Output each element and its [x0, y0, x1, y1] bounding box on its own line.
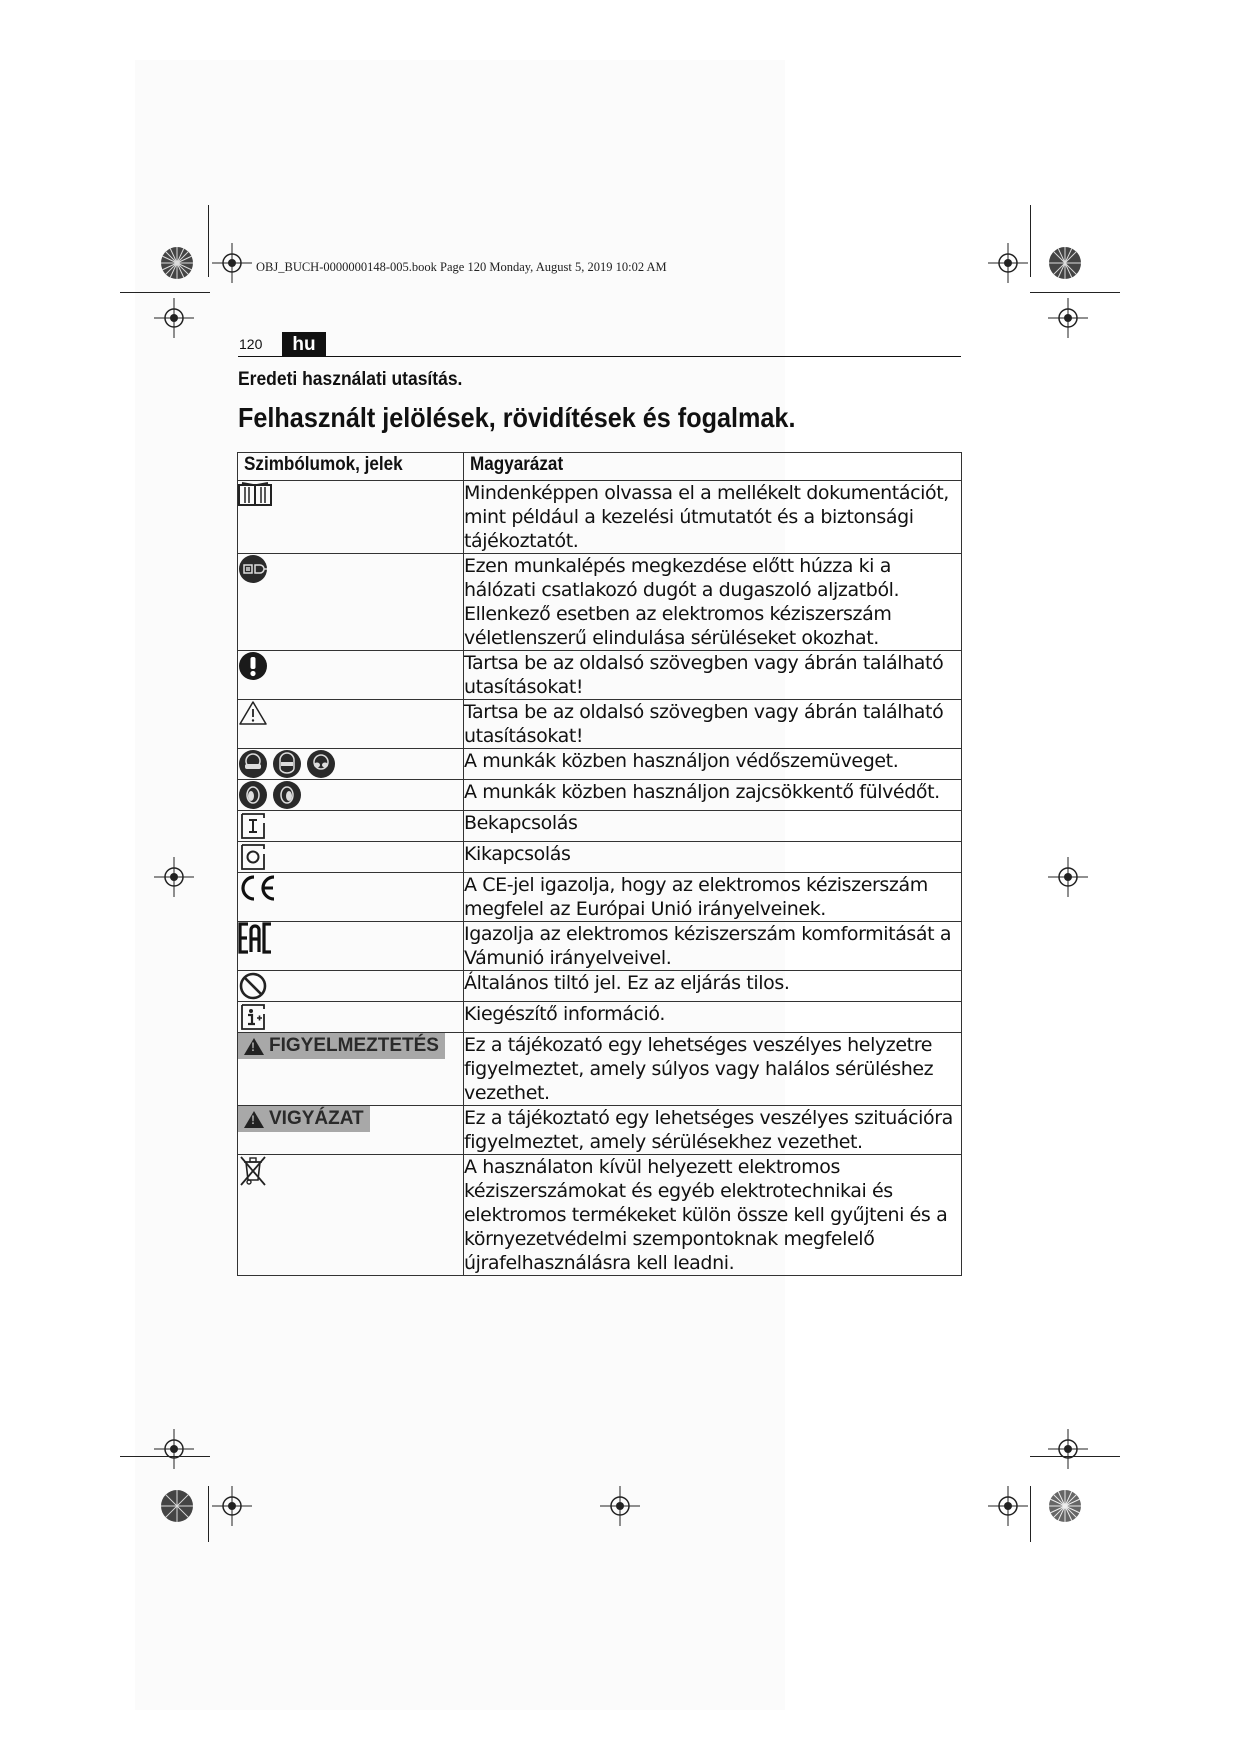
description-cell: Ez a tájékozató egy lehetséges veszélyes helyzetre figyelmeztet, amely súlyos vagy halálos sérüléshez vezethet. — [464, 1033, 962, 1106]
table-row — [238, 1033, 962, 1106]
crop-line — [1030, 205, 1031, 277]
symbol-cell — [238, 811, 464, 842]
table-row — [238, 700, 962, 749]
mandatory-action-icon — [238, 651, 268, 681]
unplug-icon — [238, 554, 268, 584]
prohibition-icon — [238, 971, 268, 1001]
crosshair-target-icon — [988, 1486, 1028, 1526]
description-cell: Tartsa be az oldalsó szövegben vagy ábrán található utasításokat! — [464, 700, 962, 749]
table-row — [238, 1106, 962, 1155]
warning-triangle-icon — [244, 1038, 264, 1055]
crosshair-target-icon — [988, 243, 1028, 283]
crop-line — [208, 1486, 209, 1542]
symbol-cell — [238, 700, 464, 749]
description-cell: Kiegészítő információ. — [464, 1002, 962, 1033]
registration-rosette-icon — [160, 1489, 194, 1523]
column-header-explanation: Magyarázat — [464, 453, 962, 481]
eac-mark-icon — [238, 922, 278, 954]
table-row — [238, 1155, 962, 1276]
symbol-cell — [238, 651, 464, 700]
registration-rosette-icon — [1048, 1489, 1082, 1523]
switch-off-icon — [238, 842, 268, 872]
table-row — [238, 554, 962, 651]
page-title: Felhasznált jelölések, rövidítések és fogalmak. — [238, 402, 796, 433]
crosshair-target-icon — [600, 1486, 640, 1526]
eye-protection-icon — [238, 749, 268, 779]
description-cell: A CE-jel igazolja, hogy az elektromos kéziszerszám megfelel az Európai Unió irányelveinek. — [464, 873, 962, 922]
table-row — [238, 971, 962, 1002]
table-row — [238, 651, 962, 700]
caution-banner: ! VIGYÁZAT — [238, 1106, 370, 1132]
symbol-cell — [238, 481, 464, 554]
symbol-cell — [238, 1155, 464, 1276]
page-number: 120 — [239, 336, 263, 352]
ear-protection-icons — [238, 780, 463, 810]
description-cell: Ez a tájékoztató egy lehetséges veszélyes szituációra figyelmeztet, amely sérülésekhez vezethet. — [464, 1106, 962, 1155]
warning-triangle-icon — [238, 700, 268, 726]
crosshair-target-icon — [1048, 298, 1088, 338]
read-manual-icon — [238, 481, 272, 507]
symbol-cell — [238, 749, 464, 780]
warning-triangle-icon — [244, 1111, 264, 1128]
table-row — [238, 922, 962, 971]
description-cell: Igazolja az elektromos kéziszerszám komformitását a Vámunió irányelveivel. — [464, 922, 962, 971]
crosshair-target-icon — [1048, 857, 1088, 897]
symbol-cell — [238, 780, 464, 811]
description-cell: Ezen munkalépés megkezdése előtt húzza ki a hálózati csatlakozó dugót a dugaszoló aljzatból. Ellenkező esetben az elektromos kéziszerszám véletlenszerű elindulása sérüléseket okozhat. — [464, 554, 962, 651]
description-cell: Kikapcsolás — [464, 842, 962, 873]
document-subtitle: Eredeti használati utasítás. — [238, 369, 463, 390]
symbol-cell — [238, 1033, 464, 1106]
face-shield-icon — [272, 749, 302, 779]
crosshair-target-icon — [154, 857, 194, 897]
symbol-cell — [238, 971, 464, 1002]
crosshair-target-icon — [212, 243, 252, 283]
symbol-cell — [238, 554, 464, 651]
crosshair-target-icon — [154, 1429, 194, 1469]
file-header: OBJ_BUCH-0000000148-005.book Page 120 Monday, August 5, 2019 10:02 AM — [256, 260, 667, 274]
ear-protection-icon — [238, 780, 268, 810]
table-row — [238, 811, 962, 842]
safety-goggles-icon — [306, 749, 336, 779]
crop-line — [208, 205, 209, 277]
description-cell: Mindenképpen olvassa el a mellékelt dokumentációt, mint például a kezelési útmutatót és a biztonsági tájékoztatót. — [464, 481, 962, 554]
table-header-row — [238, 453, 962, 481]
crop-line — [1030, 292, 1120, 293]
weee-bin-icon — [238, 1155, 268, 1187]
registration-rosette-icon — [160, 246, 194, 280]
symbol-cell — [238, 1106, 464, 1155]
symbol-cell — [238, 842, 464, 873]
registration-rosette-icon — [1048, 246, 1082, 280]
description-cell: Tartsa be az oldalsó szövegben vagy ábrán található utasításokat! — [464, 651, 962, 700]
crosshair-target-icon — [154, 298, 194, 338]
column-header-symbols: Szimbólumok, jelek — [238, 453, 464, 481]
symbol-cell — [238, 1002, 464, 1033]
earmuff-icon — [272, 780, 302, 810]
crop-line — [120, 1456, 210, 1457]
crop-line — [120, 292, 210, 293]
ce-mark-icon — [238, 873, 278, 903]
table-row — [238, 481, 962, 554]
crosshair-target-icon — [1048, 1429, 1088, 1469]
table-row — [238, 780, 962, 811]
description-cell: Bekapcsolás — [464, 811, 962, 842]
warning-banner: ! FIGYELMEZTETÉS — [238, 1033, 445, 1059]
description-cell: A használaton kívül helyezett elektromos kéziszerszámokat és egyéb elektrotechnikai és elektromos termékeket külön össze kell gyűjteni és a környezetvédelmi szempontoknak megfelelő újrafelhasználásra kell leadni. — [464, 1155, 962, 1276]
description-cell: A munkák közben használjon védőszemüveget. — [464, 749, 962, 780]
description-cell: Általános tiltó jel. Ez az eljárás tilos. — [464, 971, 962, 1002]
table-row — [238, 842, 962, 873]
table-row — [238, 749, 962, 780]
language-badge: hu — [282, 332, 326, 357]
switch-on-icon — [238, 811, 268, 841]
table-row — [238, 873, 962, 922]
symbols-table — [237, 452, 962, 1276]
crosshair-target-icon — [212, 1486, 252, 1526]
symbol-cell — [238, 873, 464, 922]
crop-line — [1030, 1486, 1031, 1542]
info-plus-icon — [238, 1002, 268, 1032]
description-cell: A munkák közben használjon zajcsökkentő fülvédőt. — [464, 780, 962, 811]
header-rule — [238, 356, 961, 357]
eye-protection-icons — [238, 749, 463, 779]
symbol-cell — [238, 922, 464, 971]
crop-line — [1030, 1456, 1120, 1457]
table-row — [238, 1002, 962, 1033]
